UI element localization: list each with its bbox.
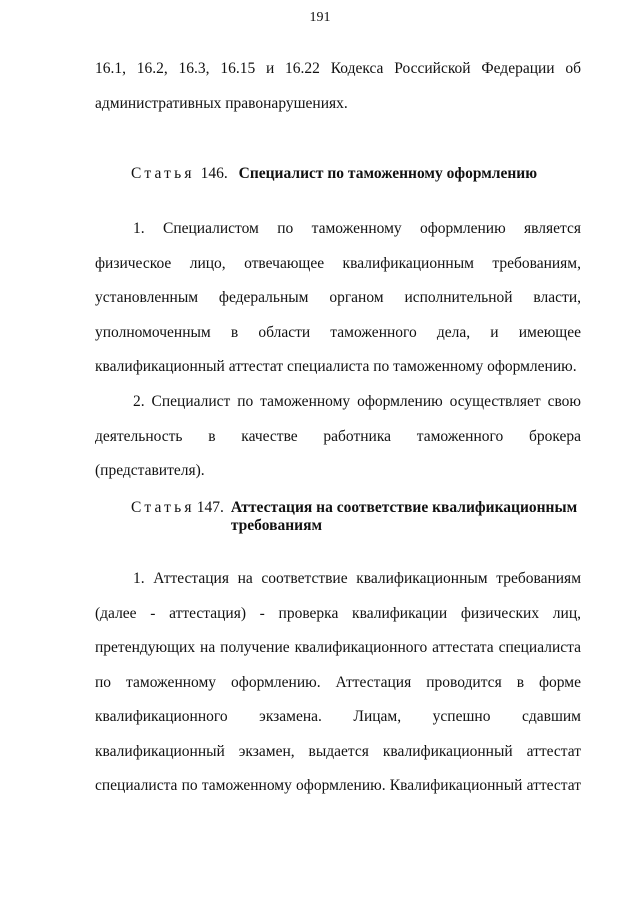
article-147-paragraph-1: 1. Аттестация на соответствие квалификационным требованиям (далее - аттестация) - проверка квалификации физических лиц, претендующих на получение квалификационного аттестата специалиста по таможенному оформлению. Аттестация проводится в форме квалификационного экзамена. Лицам, успешно сдавшим квалификационный экзамен, выдается квалификационный аттестат специалиста по таможенному оформлению. Квалификационный аттестат (95, 570, 581, 794)
article-146-heading (131, 165, 601, 183)
article-146-title: Специалист по таможенному оформлению (238, 165, 538, 182)
continuation-paragraph: 16.1, 16.2, 16.3, 16.15 и 16.22 Кодекса Российской Федерации об административных правонарушениях. (95, 60, 581, 112)
article-146-label: Статья (131, 165, 195, 182)
article-147-title: Аттестация на соответствие квалификационным требованиям (230, 499, 578, 534)
article-146-paragraph-1: 1. Специалистом по таможенному оформлению является физическое лицо, отвечающее квалификационным требованиям, установленным федеральным органом исполнительной власти, уполномоченным в области таможенного дела, и имеющее квалификационный аттестат специалиста по таможенному оформлению. (95, 220, 581, 375)
article-147-number: 147. (196, 499, 224, 516)
article-147-label: Статья (131, 499, 195, 516)
article-146-paragraph-2: 2. Специалист по таможенному оформлению осуществляет свою деятельность в качестве работника таможенного брокера (представителя). (95, 393, 581, 479)
article-146-number: 146. (200, 165, 228, 182)
page-number: 191 (309, 10, 331, 25)
article-147-heading (131, 499, 601, 535)
